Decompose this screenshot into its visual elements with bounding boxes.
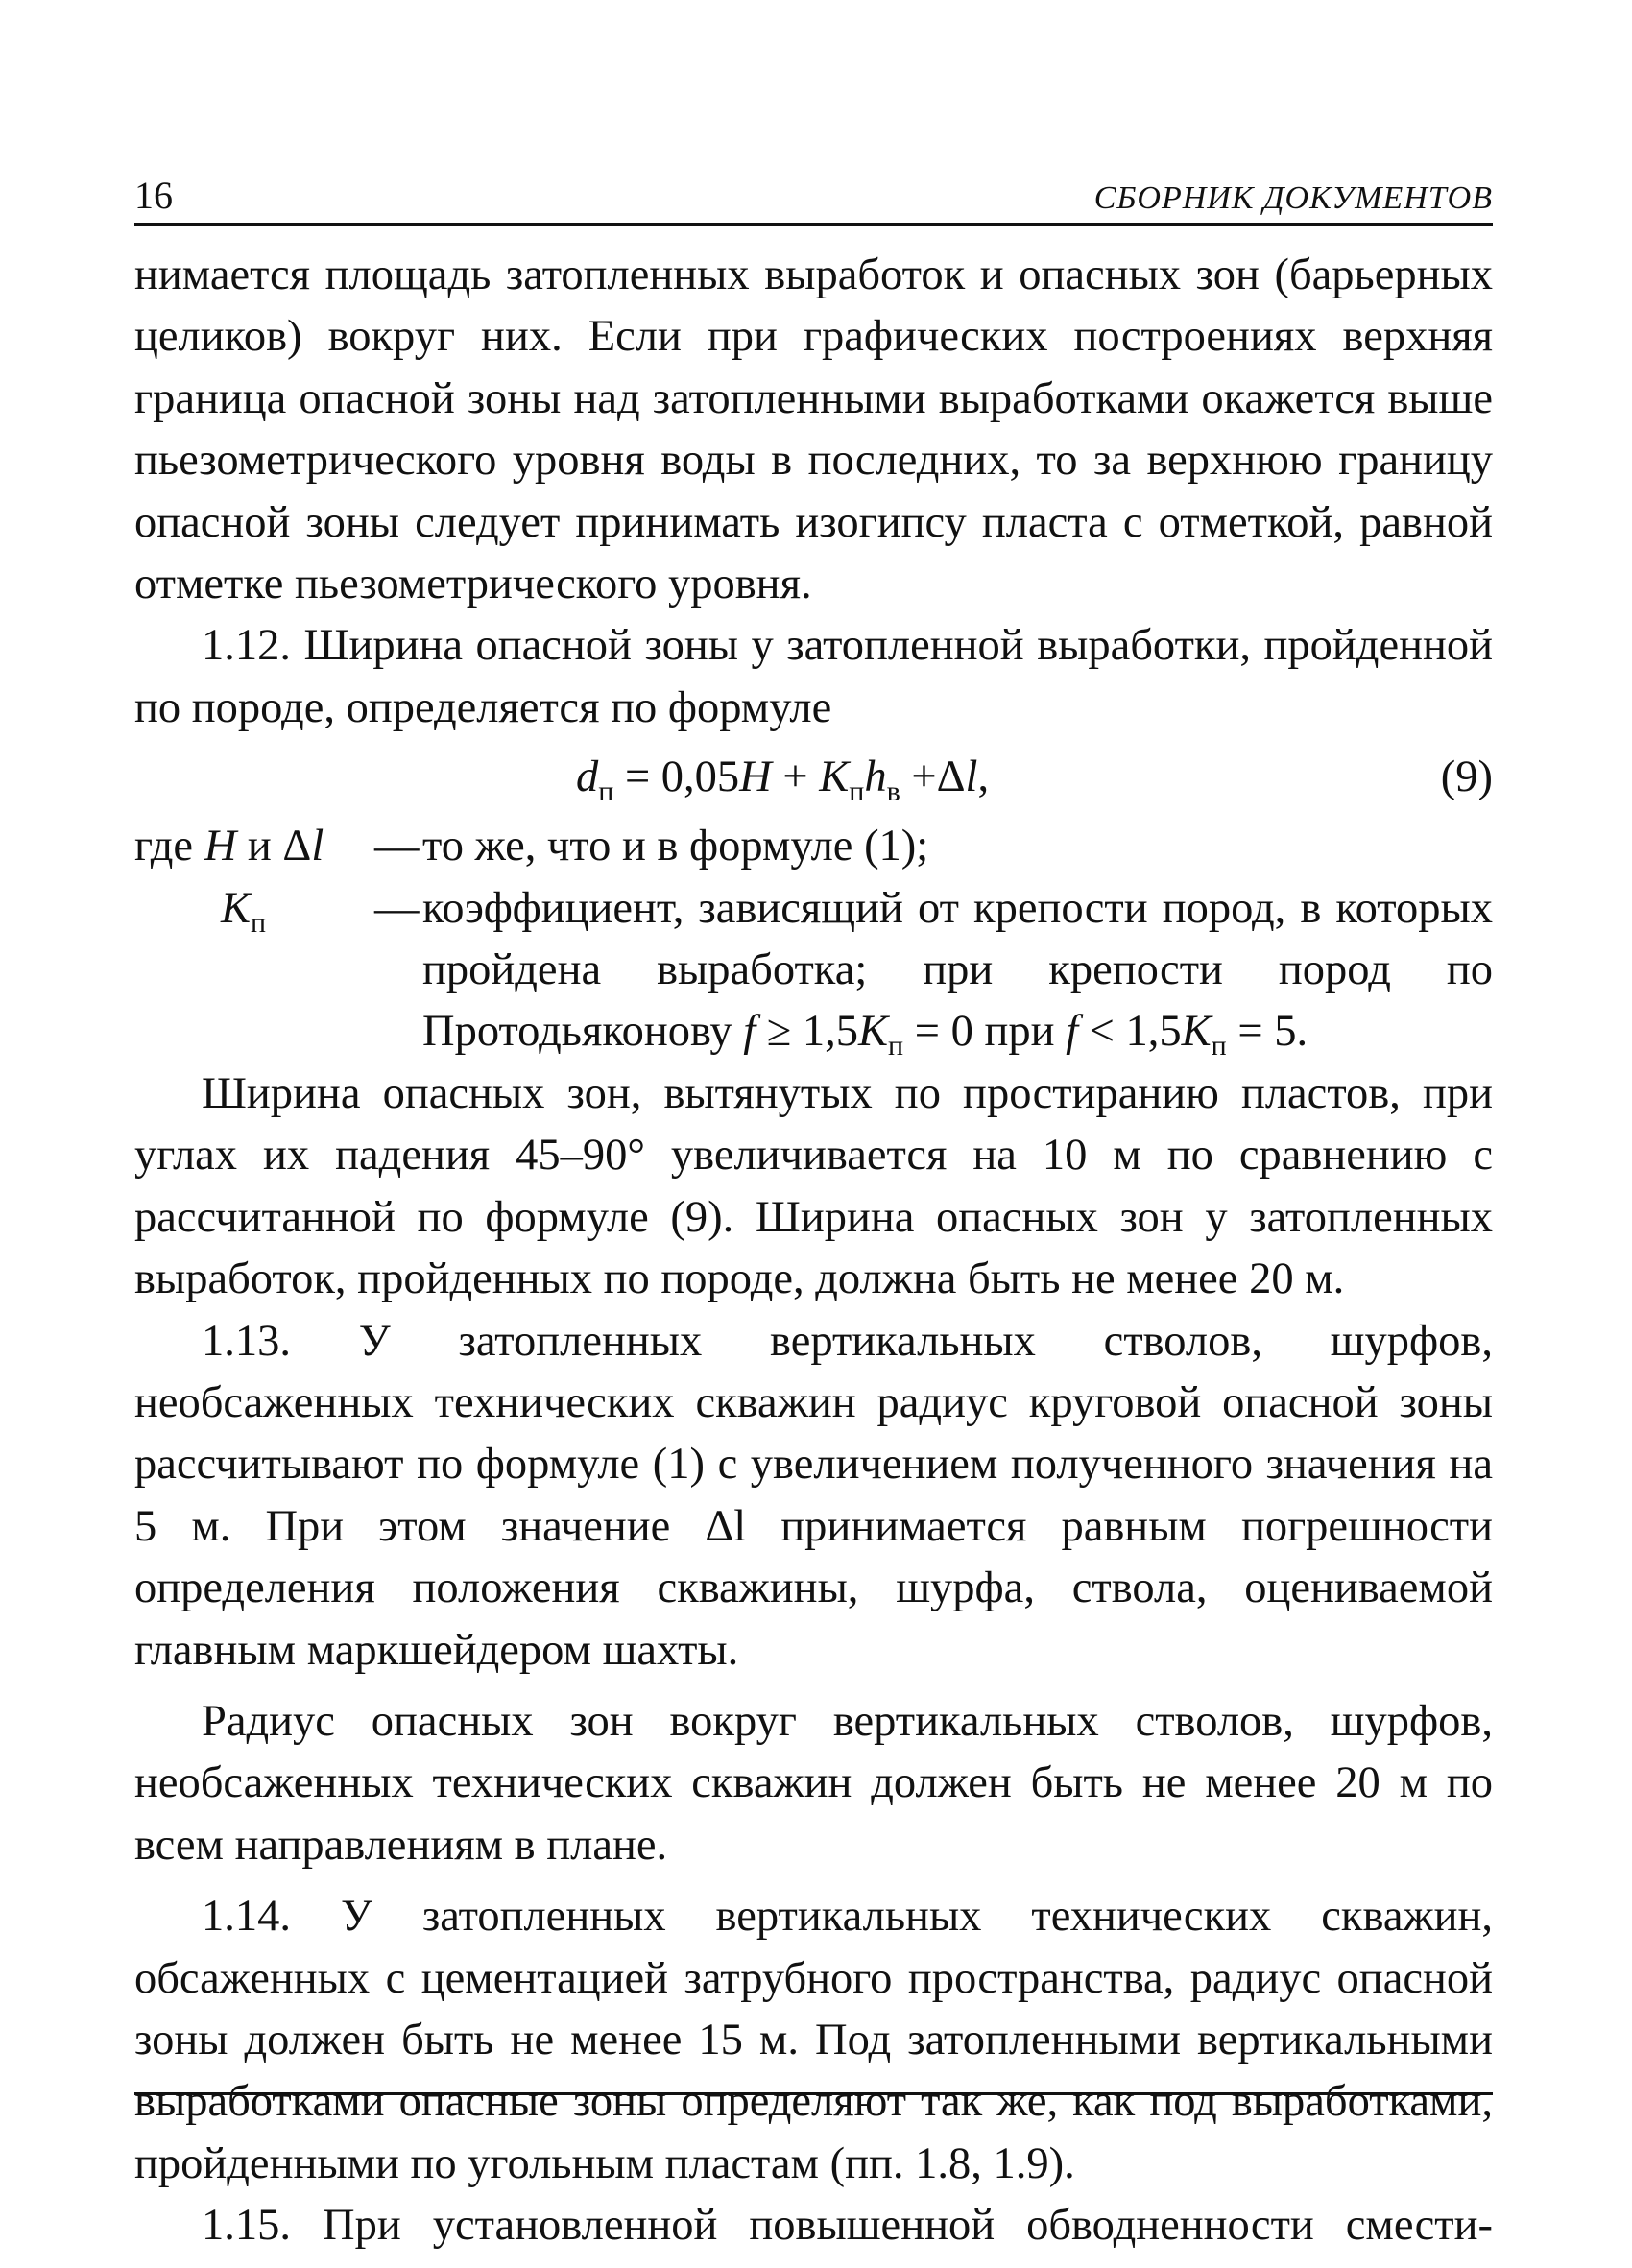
formula-delta: +Δ — [900, 752, 966, 802]
definition-K — [134, 878, 1493, 1063]
formula-definitions — [134, 816, 1493, 1063]
page-header — [134, 173, 1493, 226]
term-and-delta: и Δ — [236, 822, 312, 871]
var-f: f — [1066, 1007, 1079, 1057]
formula-sub-h: в — [886, 776, 900, 808]
def-text-b: ≥ 1,5 — [756, 1007, 859, 1057]
page-number: 16 — [134, 174, 173, 217]
definition-H-dl — [134, 816, 1493, 877]
formula-var-K: K — [819, 752, 850, 802]
definition-dash: — — [374, 883, 420, 933]
def-text-c: = 0 при — [903, 1007, 1067, 1057]
var-K: K — [1181, 1007, 1212, 1057]
page-body — [134, 245, 1493, 2257]
term-l: l — [311, 822, 324, 871]
formula-var-h: h — [864, 752, 887, 802]
formula-var-H: H — [739, 752, 772, 802]
paragraph-1-14: 1.14. У затопленных вертикальных технических скважин, обсаженных с цементацией затрубного пространства, радиус опасной зоны должен быть не менее 15 м. Под затопленными вертикальными выработками опасные зоны определяют так же, как под выработками, пройденными по угольным пластам (пп. 1.8, 1.9). — [134, 1892, 1493, 2188]
paragraph-width-zones: Ширина опасных зон, вытянутых по простиранию пластов, при углах их падения 45–90° увеличивается на 10 м по сравнению с рассчитанной по формуле (9). Ширина опасных зон у затопленных выработок, пройденных по породе, должна быть не менее 20 м. — [134, 1068, 1493, 1304]
where-word: где — [134, 822, 204, 871]
paragraph-1-15: 1.15. При установленной повышенной обводненности смести- — [202, 2201, 1493, 2251]
paragraph-1-12: 1.12. Ширина опасной зоны у затопленной выработки, пройденной по породе, определяется по формуле — [134, 621, 1493, 732]
definition-text — [422, 878, 1493, 1063]
formula-comma: , — [977, 752, 990, 802]
formula-plus: + — [771, 752, 820, 802]
formula-expression — [576, 739, 989, 816]
formula-var-l: l — [965, 752, 978, 802]
term-K: K — [221, 883, 252, 933]
formula-coef: = 0,05 — [613, 752, 740, 802]
var-K-sub: п — [1211, 1030, 1227, 1062]
def-text-d: < 1,5 — [1078, 1007, 1182, 1057]
formula-number: (9) — [1440, 752, 1493, 802]
formula-9 — [134, 739, 1493, 816]
formula-sub-K: п — [849, 776, 865, 808]
formula-sub-p: п — [598, 776, 614, 808]
definition-term — [134, 878, 374, 1063]
document-page — [134, 173, 1493, 2257]
var-f: f — [743, 1007, 756, 1057]
definition-term — [134, 816, 374, 877]
term-H: H — [204, 822, 237, 871]
definition-text: то же, что и в формуле (1); — [422, 822, 929, 871]
var-K-sub: п — [888, 1030, 904, 1062]
def-text-a: коэффициент, зависящий от крепости пород, в которых пройдена выработка; при крепости пород по Протодьяконову — [422, 883, 1493, 1057]
paragraph-1-13: 1.13. У затопленных вертикальных стволов, шурфов, необсаженных технических скважин радиус круговой опасной зоны рассчитывают по формуле (1) с увеличением полученного значения на 5 м. При этом значение Δl принимается равным погрешности определения положения скважины, шурфа, ствола, оцениваемой главным маркшейдером шахты. — [134, 1316, 1493, 1675]
term-K-sub: п — [251, 906, 267, 939]
definition-dash: — — [374, 822, 420, 871]
paragraph-continuation: нимается площадь затопленных выработок и опасных зон (барьерных целиков) вокруг них. Если при графических построениях верхняя граница опасной зоны над затопленными выработками окажется выше пьезометрического уровня воды в последних, то за верхнюю границу опасной зоны следует принимать изогипсу пласта с отметкой, равной отметке пьезометрического уровня. — [134, 251, 1493, 609]
formula-var-d: d — [576, 752, 599, 802]
paragraph-radius: Радиус опасных зон вокруг вертикальных стволов, шурфов, необсаженных технических скважин должен быть не менее 20 м по всем направлениям в плане. — [134, 1696, 1493, 1870]
def-text-e: = 5. — [1226, 1007, 1308, 1057]
running-title: СБОРНИК ДОКУМЕНТОВ — [1093, 180, 1493, 216]
var-K: K — [858, 1007, 889, 1057]
footer-rule — [134, 2092, 1493, 2095]
